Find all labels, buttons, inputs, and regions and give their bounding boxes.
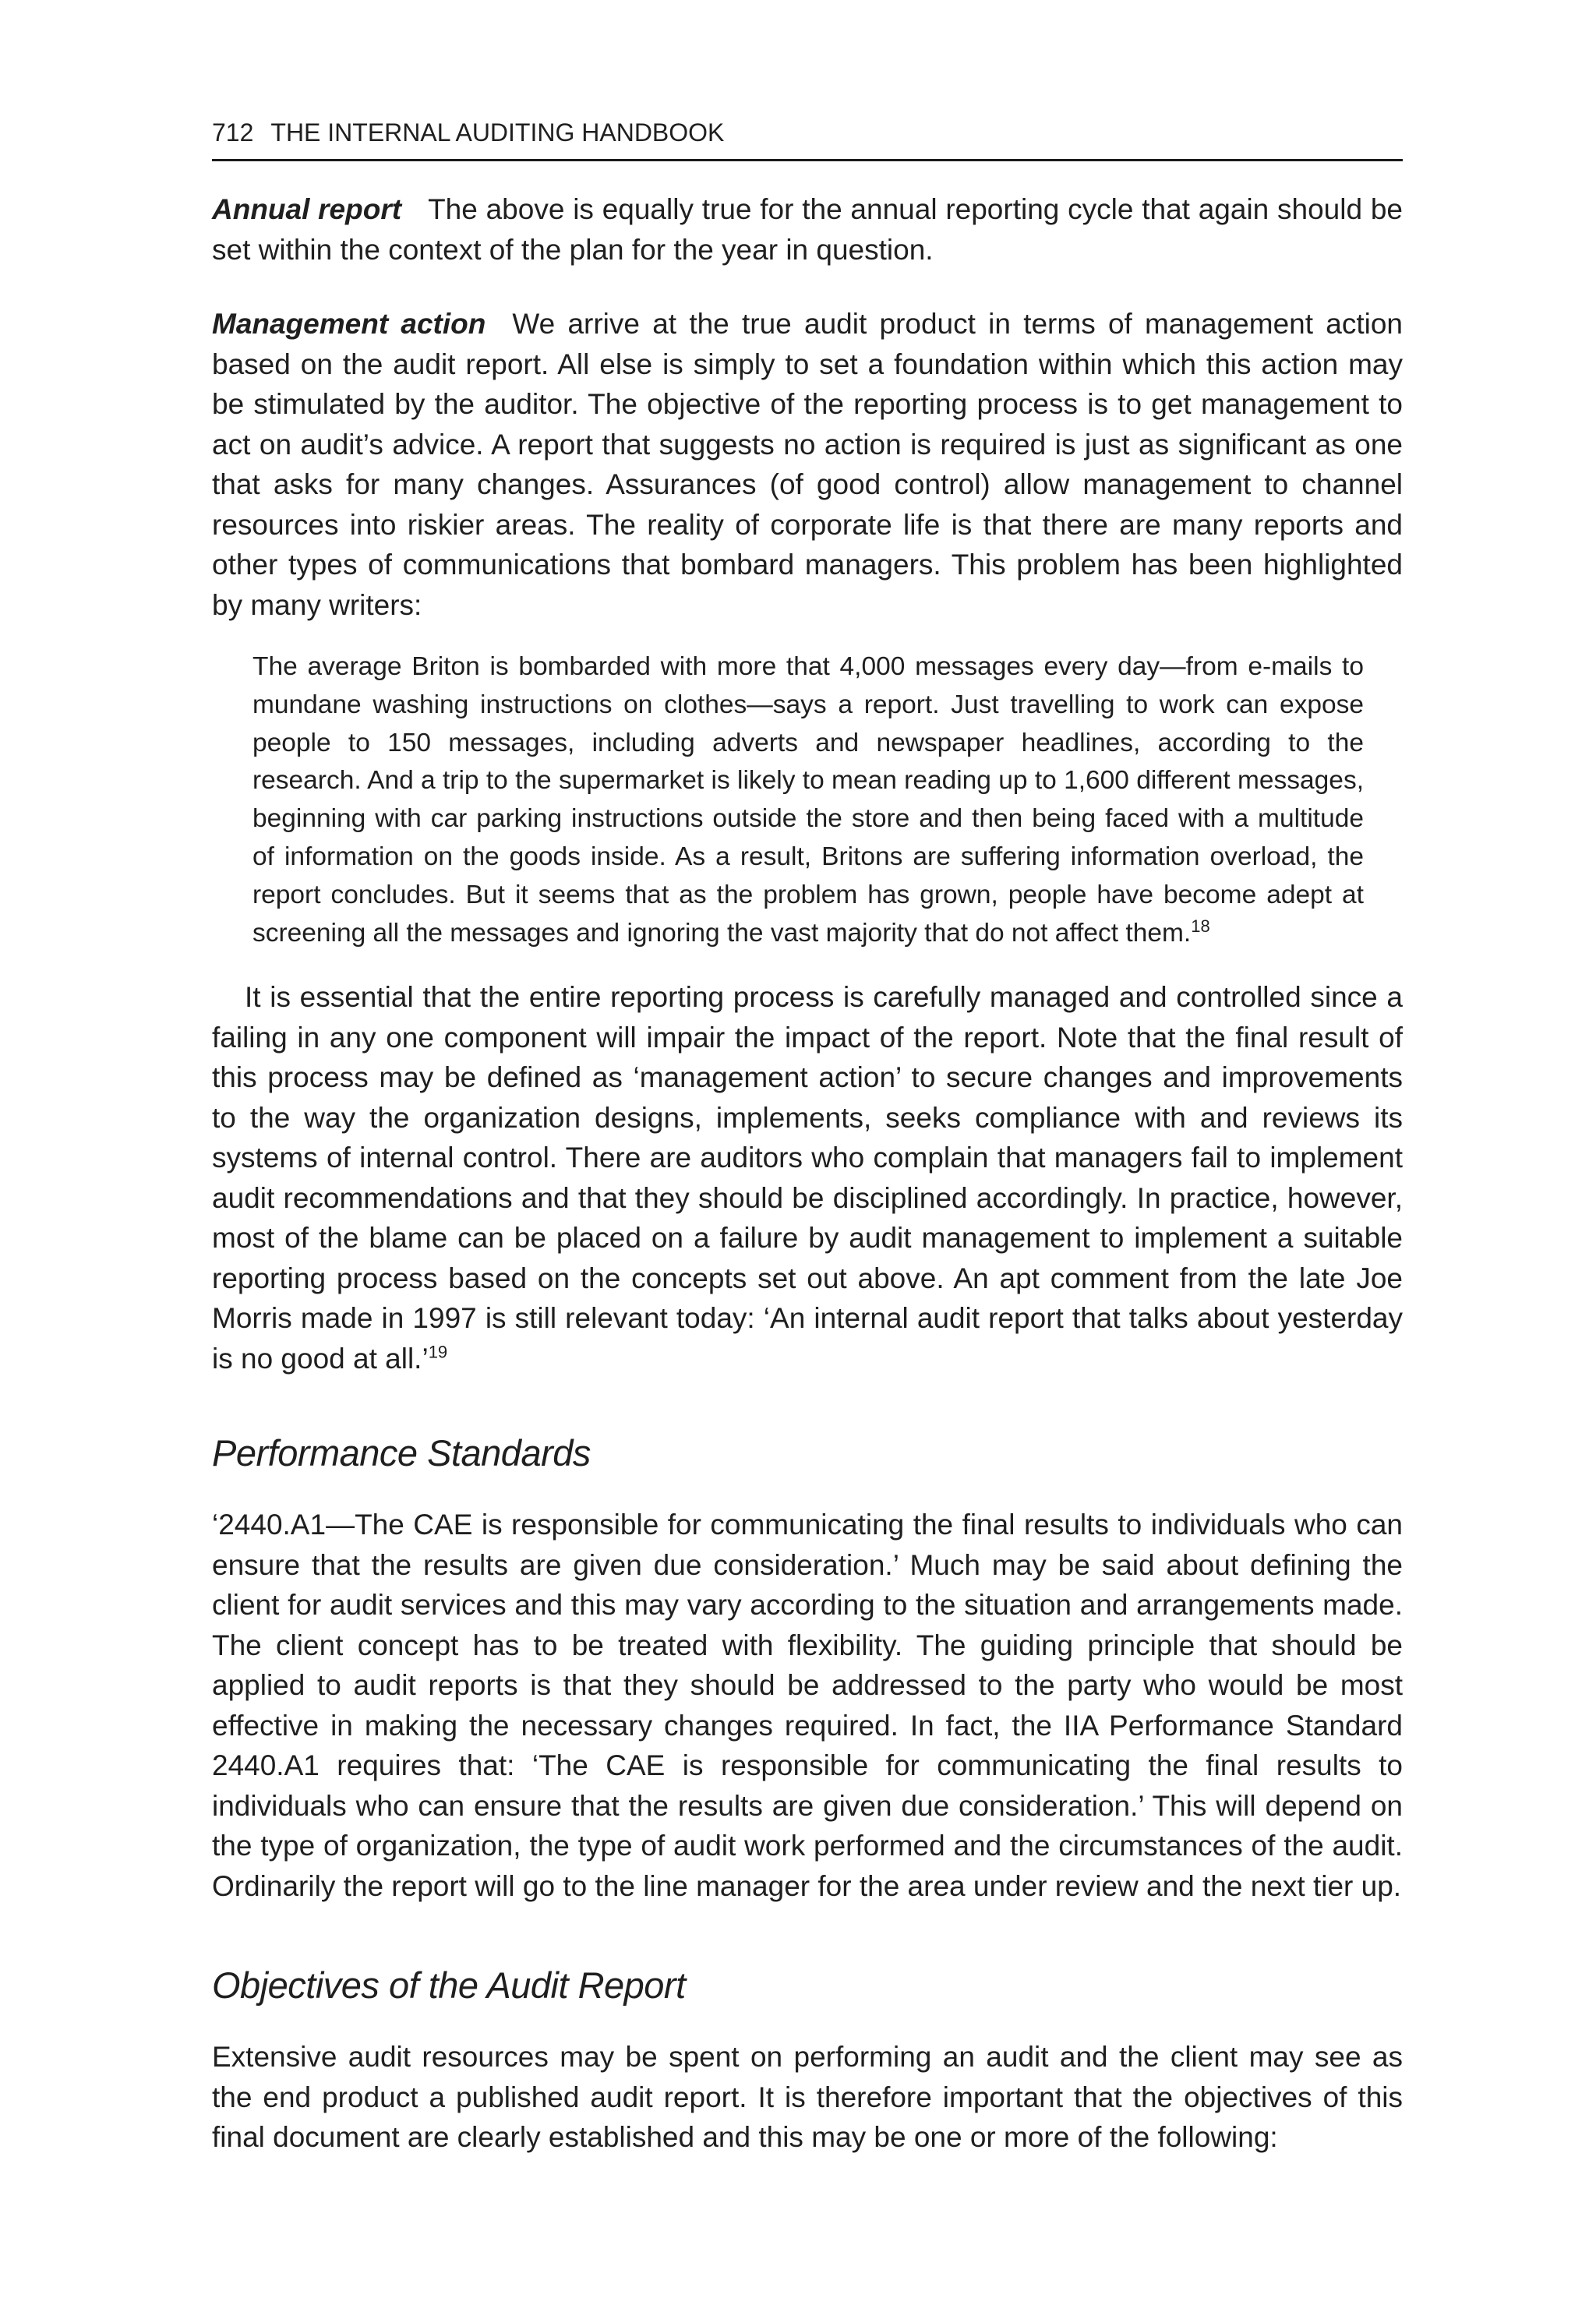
section-heading-performance-standards: Performance Standards xyxy=(212,1432,591,1474)
management-action-text: We arrive at the true audit product in terms of management action based on the audit report. All else is simply to set a foundation within which this action may be stimulated by the auditor. The objective of the reporting process is to get management to act on audit’s advice. A report that suggests no action is required is just as significant as one that asks for many changes. Assurances (of good control) allow management to channel resources into riskier areas. The reality of corporate life is that there are many reports and other types of communications that bombard managers. This problem has been highlighted by many writers: xyxy=(212,308,1403,621)
annual-report-text: The above is equally true for the annual reporting cycle that again should be set within the context of the plan for the year in question. xyxy=(212,193,1403,266)
footnote-marker-19: 19 xyxy=(428,1342,448,1362)
performance-standards-paragraph: ‘2440.A1—The CAE is responsible for communicating the final results to individuals who can ensure that the results are given due consideration.’ Much may be said about defining the client for audit services and this may vary according to the situation and arrangements made. The client concept has to be treated with flexibility. The guiding principle that should be applied to audit reports is that they should be addressed to the party who would be most effective in making the necessary changes required. In fact, the IIA Performance Standard 2440.A1 requires that: ‘The CAE is responsible for communicating the final results to individuals who can ensure that the results are given due consideration.’ This will depend on the type of organization, the type of audit work performed and the circumstances of the audit. Ordinarily the report will go to the line manager for the area under review and the next tier up. xyxy=(212,1509,1403,1902)
page-content xyxy=(212,117,1403,2158)
block-quote xyxy=(252,648,1364,952)
management-action-paragraph xyxy=(212,304,1403,625)
block-quote-text: The average Briton is bombarded with more that 4,000 messages every day—from e-mails to mundane washing instructions on clothes—says a report. Just travelling to work can expose people to 150 messages, including adverts and newspaper headlines, according to the research. And a trip to the supermarket is likely to mean reading up to 1,600 different messages, beginning with car parking instructions outside the store and then being faced with a multitude of information on the goods inside. As a result, Britons are suffering information overload, the report concludes. But it seems that as the problem has grown, people have become adept at screening all the messages and ignoring the vast majority that do not affect them. xyxy=(252,652,1364,948)
essential-process-text: It is essential that the entire reporting process is carefully managed and controlled since a failing in any one component will impair the impact of the report. Note that the final result of this process may be defined as ‘management action’ to secure changes and improvements to the way the organization designs, implements, seeks compliance with and reviews its systems of internal control. There are auditors who complain that managers fail to implement audit recommendations and that they should be disciplined accordingly. In practice, however, most of the blame can be placed on a failure by audit management to implement a suitable reporting process based on the concepts set out above. An apt comment from the late Joe Morris made in 1997 is still relevant today: ‘An internal audit report that talks about yesterday is no good at all.’ xyxy=(212,981,1403,1375)
footnote-marker-18: 18 xyxy=(1191,916,1210,936)
running-header xyxy=(212,117,1403,161)
annual-report-runin-heading: Annual report xyxy=(212,193,402,225)
essential-process-paragraph xyxy=(212,977,1403,1378)
management-action-runin-heading: Management action xyxy=(212,308,486,340)
page-number: 712 xyxy=(212,118,254,146)
block-quote-paragraph xyxy=(252,648,1364,952)
objectives-paragraph: Extensive audit resources may be spent on performing an audit and the client may see as the end product a published audit report. It is therefore important that the objectives of this final document are clearly established and this may be one or more of the following: xyxy=(212,2041,1403,2154)
section-heading-objectives: Objectives of the Audit Report xyxy=(212,1964,686,2007)
book-title: THE INTERNAL AUDITING HANDBOOK xyxy=(270,118,725,146)
annual-report-paragraph xyxy=(212,189,1403,270)
